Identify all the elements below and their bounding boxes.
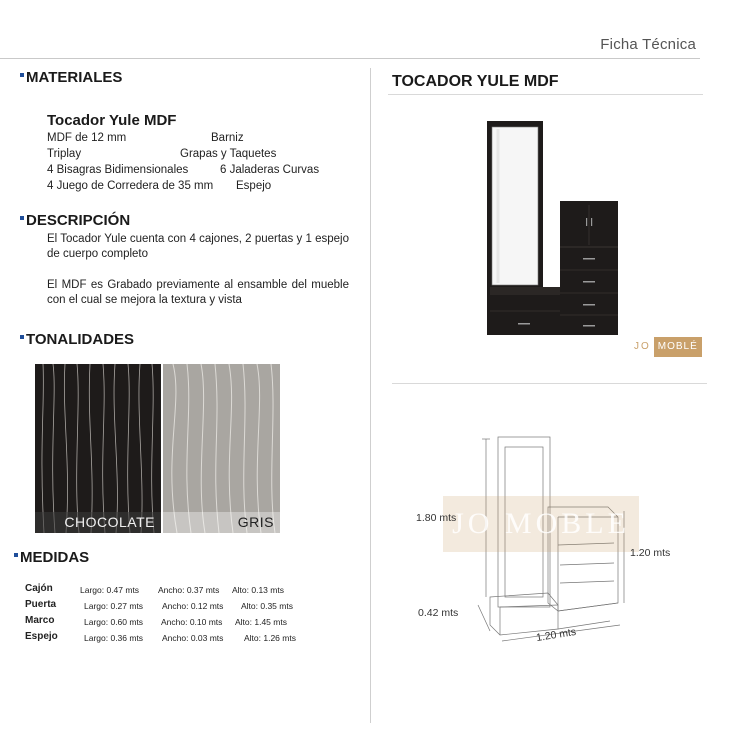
bullet-icon xyxy=(20,73,24,77)
medida-alto: Alto: 1.26 mts xyxy=(244,633,296,643)
materiales-heading: MATERIALES xyxy=(20,69,122,86)
medida-alto: Alto: 0.35 mts xyxy=(241,601,293,611)
title-divider xyxy=(388,94,703,95)
brand-logo: JO MOBLÉ xyxy=(634,337,702,357)
bullet-icon xyxy=(14,553,18,557)
medida-ancho: Ancho: 0.37 mts xyxy=(158,585,220,595)
descripcion-heading: DESCRIPCIÓN xyxy=(20,212,130,229)
medida-largo: Largo: 0.36 mts xyxy=(84,633,144,643)
material-item: Triplay xyxy=(47,148,82,160)
page-title: Ficha Técnica xyxy=(600,36,696,53)
dim-height-total: 1.80 mts xyxy=(416,512,457,524)
description-paragraph: El Tocador Yule cuenta con 4 cajones, 2 puertas y 1 espejo de cuerpo completo xyxy=(47,233,349,260)
material-item: MDF de 12 mm xyxy=(47,132,127,144)
swatch-chocolate xyxy=(35,364,161,533)
bullet-icon xyxy=(20,216,24,220)
medida-label: Puerta xyxy=(25,599,57,610)
product-photo xyxy=(478,115,628,345)
medida-alto: Alto: 0.13 mts xyxy=(232,585,284,595)
medida-alto: Alto: 1.45 mts xyxy=(235,617,287,627)
medida-largo: Largo: 0.27 mts xyxy=(84,601,144,611)
material-item: Grapas y Taquetes xyxy=(180,148,277,160)
header-divider xyxy=(0,58,700,59)
material-item: 4 Juego de Corredera de 35 mm xyxy=(47,180,214,192)
watermark-logo: JO MOBLE xyxy=(443,496,639,552)
material-item: Espejo xyxy=(236,180,272,192)
medida-ancho: Ancho: 0.03 mts xyxy=(162,633,224,643)
wood-grain-texture xyxy=(163,364,280,533)
column-divider xyxy=(370,68,371,723)
medidas-heading: MEDIDAS xyxy=(14,549,89,566)
description-paragraph: El MDF es Grabado previamente al ensamble del mueble con el cual se mejora la textura y vista xyxy=(47,279,349,306)
medida-largo: Largo: 0.60 mts xyxy=(84,617,144,627)
medida-ancho: Ancho: 0.12 mts xyxy=(162,601,224,611)
material-item: Barniz xyxy=(211,132,244,144)
medida-ancho: Ancho: 0.10 mts xyxy=(161,617,223,627)
material-item: 4 Bisagras Bidimensionales xyxy=(47,164,189,176)
product-title: TOCADOR YULE MDF xyxy=(392,73,559,90)
medida-largo: Largo: 0.47 mts xyxy=(80,585,140,595)
section-divider xyxy=(392,383,707,384)
swatch-label: GRIS xyxy=(163,512,280,533)
medida-label: Marco xyxy=(25,615,55,626)
bullet-icon xyxy=(20,335,24,339)
dim-width: 1.20 mts xyxy=(535,625,577,645)
medida-label: Cajón xyxy=(25,583,53,594)
wood-grain-texture xyxy=(35,364,161,533)
product-name: Tocador Yule MDF xyxy=(47,112,177,129)
swatch-label: CHOCOLATE xyxy=(35,512,161,533)
dim-depth: 0.42 mts xyxy=(418,607,459,619)
medida-label: Espejo xyxy=(25,631,58,642)
dim-height-cabinet: 1.20 mts xyxy=(630,547,671,559)
material-item: 6 Jaladeras Curvas xyxy=(220,164,320,176)
swatch-gris xyxy=(163,364,280,533)
tonalidades-heading: TONALIDADES xyxy=(20,331,134,348)
